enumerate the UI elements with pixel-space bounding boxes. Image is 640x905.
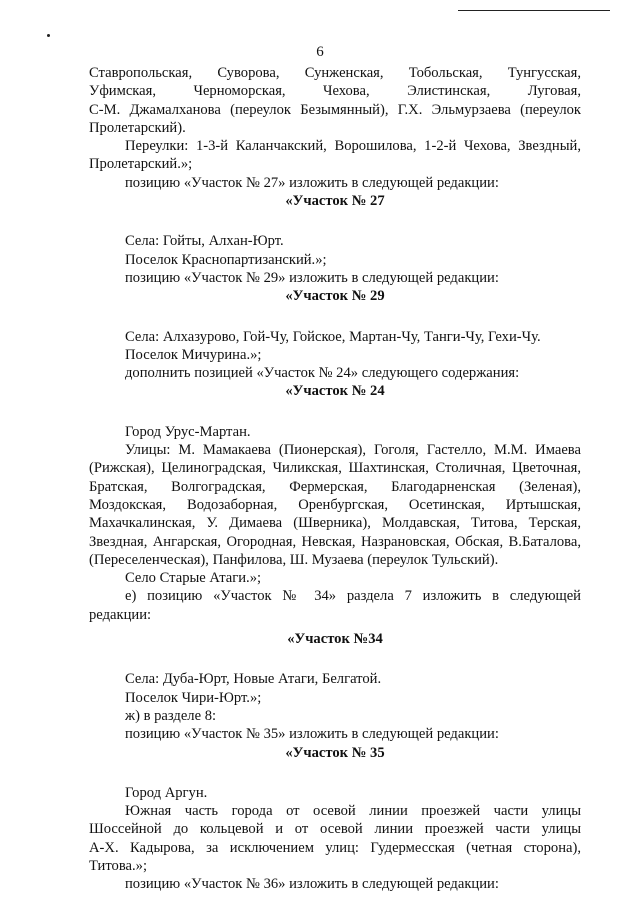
text-line: Город Урус-Мартан. xyxy=(125,423,251,440)
text-line: Пролетарский). xyxy=(89,119,186,136)
text-line: Поселок Краснопартизанский.»; xyxy=(125,251,327,268)
text-line: С-М. Джамалханова (переулок Безымянный), Г.Х. Эльмурзаева (переулок xyxy=(89,101,581,118)
section-heading-35: «Участок № 35 xyxy=(285,744,385,761)
text-line: Село Старые Атаги.»; xyxy=(125,570,262,587)
top-rule xyxy=(458,10,610,11)
text-line: е) позицию «Участок № 34» раздела 7 изложить в следующей xyxy=(125,588,581,605)
scan-mark xyxy=(47,34,50,37)
text-line: позицию «Участок № 36» изложить в следующей редакции: xyxy=(125,876,499,893)
text-line: редакции: xyxy=(89,606,152,623)
text-line: позицию «Участок № 27» изложить в следующей редакции: xyxy=(125,174,499,191)
text-line: Поселок Мичурина.»; xyxy=(125,346,262,363)
text-line: А-Х. Кадырова, за исключением улиц: Гудермесская (четная сторона), xyxy=(89,839,581,856)
text-line: Братская, Волгоградская, Фермерская, Благодарненская (Зеленая), xyxy=(89,478,581,495)
text-line: Пролетарский.»; xyxy=(89,156,193,173)
text-line: Город Аргун. xyxy=(125,784,208,801)
text-line: дополнить позицией «Участок № 24» следующего содержания: xyxy=(125,365,520,382)
section-heading-27: «Участок № 27 xyxy=(285,193,385,210)
section-heading-24: «Участок № 24 xyxy=(285,383,385,400)
text-line: позицию «Участок № 29» изложить в следующей редакции: xyxy=(125,269,499,286)
text-line: Ставропольская, Суворова, Сунженская, Тобольская, Тунгусская, xyxy=(89,65,581,81)
text-line: Переулки: 1-3-й Каланчакский, Ворошилова, 1-2-й Чехова, Звездный, xyxy=(125,138,581,155)
text-line: Уфимская, Черноморская, Чехова, Элистинская, Луговая, xyxy=(89,83,581,100)
text-line: Села: Алхазурово, Гой-Чу, Гойское, Мартан-Чу, Танги-Чу, Гехи-Чу. xyxy=(125,328,541,345)
text-line: Звездная, Ангарская, Огородная, Невская, Назрановская, Обская, В.Баталова, xyxy=(89,533,581,550)
section-heading-29: «Участок № 29 xyxy=(285,288,385,305)
text-line: Поселок Чири-Юрт.»; xyxy=(125,689,262,706)
section-heading-34: «Участок №34 xyxy=(287,631,383,648)
text-line: (Рижская), Целиноградская, Чиликская, Шахтинская, Столичная, Цветочная, xyxy=(89,460,581,477)
text-line: Моздокская, Водозаборная, Оренбургская, Осетинская, Иртышская, xyxy=(89,496,581,513)
document-body xyxy=(89,64,581,894)
text-line: (Переселенческая), Панфилова, Ш. Музаева (переулок Тульский). xyxy=(89,551,499,568)
text-line: Шоссейной до кольцевой и от осевой линии проезжей части улицы xyxy=(89,821,581,838)
text-line: Махачкалинская, У. Димаева (Шверника), Молдавская, Титова, Терская, xyxy=(89,515,581,532)
text-line: Улицы: М. Мамакаева (Пионерская), Гоголя, Гастелло, М.М. Имаева xyxy=(125,442,581,459)
text-line: позицию «Участок № 35» изложить в следующей редакции: xyxy=(125,726,499,743)
text-line: Села: Дуба-Юрт, Новые Атаги, Белгатой. xyxy=(125,671,382,688)
page-number: 6 xyxy=(316,44,324,60)
text-line: ж) в разделе 8: xyxy=(125,707,217,724)
text-line: Титова.»; xyxy=(89,857,148,874)
text-line: Села: Гойты, Алхан-Юрт. xyxy=(125,233,284,250)
text-line: Южная часть города от осевой линии проезжей части улицы xyxy=(125,803,581,820)
